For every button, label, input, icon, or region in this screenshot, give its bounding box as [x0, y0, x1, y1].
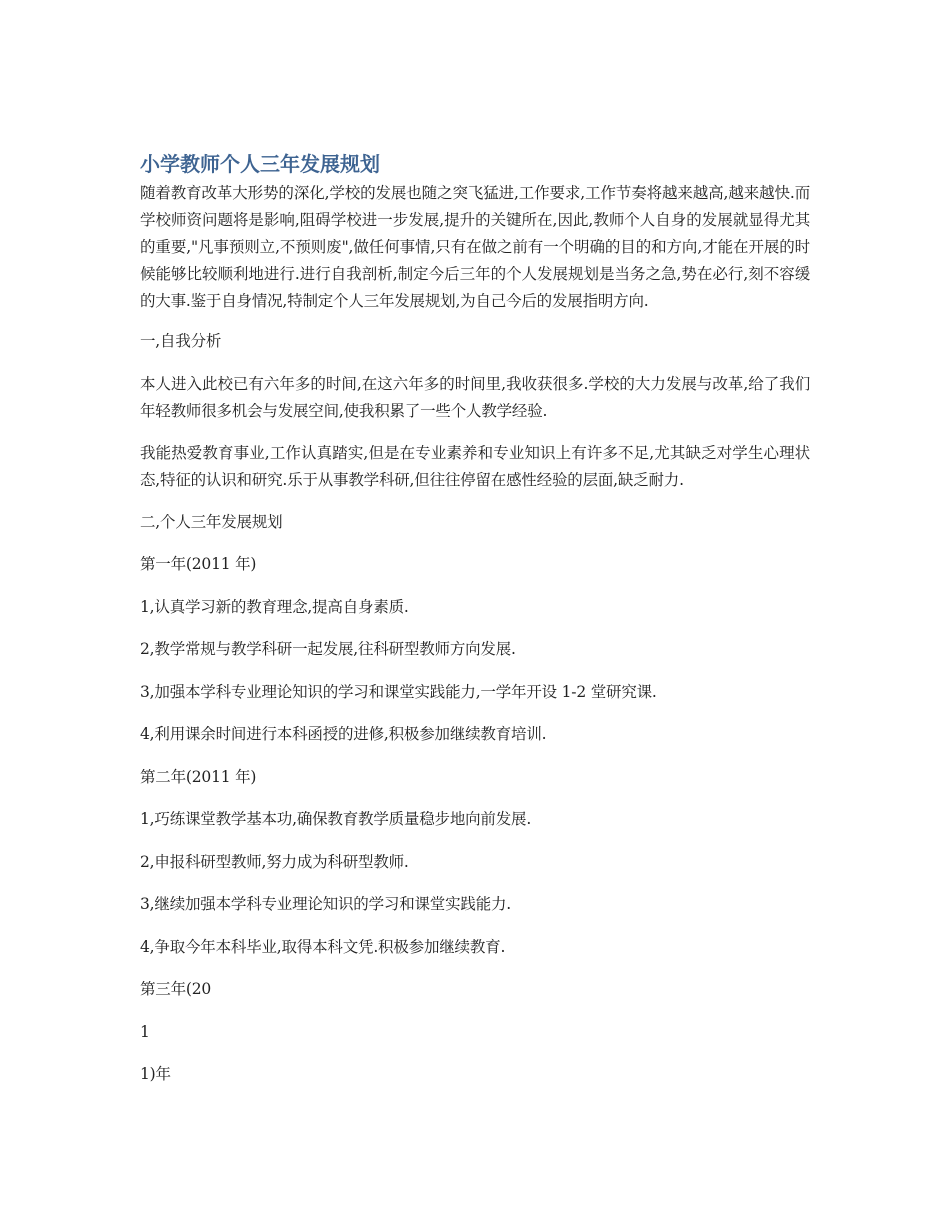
year1-heading: 第一年(2011 年)	[140, 555, 257, 573]
year2-item: 3,继续加强本学科专业理论知识的学习和课堂实践能力.	[140, 895, 512, 913]
year1-item: 2,教学常规与教学科研一起发展,往科研型教师方向发展.	[140, 640, 516, 658]
self-analysis-paragraph-2: 我能热爱教育事业,工作认真踏实,但是在专业素养和专业知识上有许多不足,尤其缺乏对学生心理状态,特征的认识和研究.乐于从事教学科研,但往往停留在感性经验的层面,缺乏耐力.	[140, 443, 810, 489]
document-title: 小学教师个人三年发展规划	[140, 152, 380, 176]
year2-item: 4,争取今年本科毕业,取得本科文凭.积极参加继续教育.	[140, 937, 506, 956]
year3-heading: 第三年(20	[140, 980, 212, 998]
year2-heading: 第二年(2011 年)	[140, 767, 257, 786]
year2-item: 1,巧练课堂教学基本功,确保教育教学质量稳步地向前发展.	[140, 810, 532, 828]
year3-line: 1)年	[140, 1065, 171, 1083]
year1-item: 3,加强本学科专业理论知识的学习和课堂实践能力,一学年开设 1-2 堂研究课.	[140, 682, 657, 701]
section-heading-plan: 二,个人三年发展规划	[140, 512, 283, 531]
year2-item: 2,申报科研型教师,努力成为科研型教师.	[140, 852, 409, 871]
year1-item: 4,利用课余时间进行本科函授的进修,积极参加继续教育培训.	[140, 725, 547, 743]
year1-item: 1,认真学习新的教育理念,提高自身素质.	[140, 597, 409, 616]
section-heading-self-analysis: 一,自我分析	[140, 332, 222, 350]
intro-paragraph: 随着教育改革大形势的深化,学校的发展也随之突飞猛进,工作要求,工作节奏将越来越高,越来越快.而学校师资问题将是影响,阻碍学校进一步发展,提升的关键所在,因此,教师个人自身的发展就显得尤其的重要,"凡事预则立,不预则废",做任何事情,只有在做之前有一个明确的目的和方向,才能在开展的时候能够比较顺利地进行.进行自我剖析,制定今后三年的个人发展规划是当务之急,势在必行,刻不容缓的大事.鉴于自身情况,特制定个人三年发展规划,为自己今后的发展指明方向.	[140, 184, 810, 310]
self-analysis-paragraph-1: 本人进入此校已有六年多的时间,在这六年多的时间里,我收获很多.学校的大力发展与改革,给了我们年轻教师很多机会与发展空间,使我积累了一些个人教学经验.	[140, 374, 810, 420]
document-page	[140, 150, 810, 1104]
year3-line: 1	[140, 1022, 150, 1041]
